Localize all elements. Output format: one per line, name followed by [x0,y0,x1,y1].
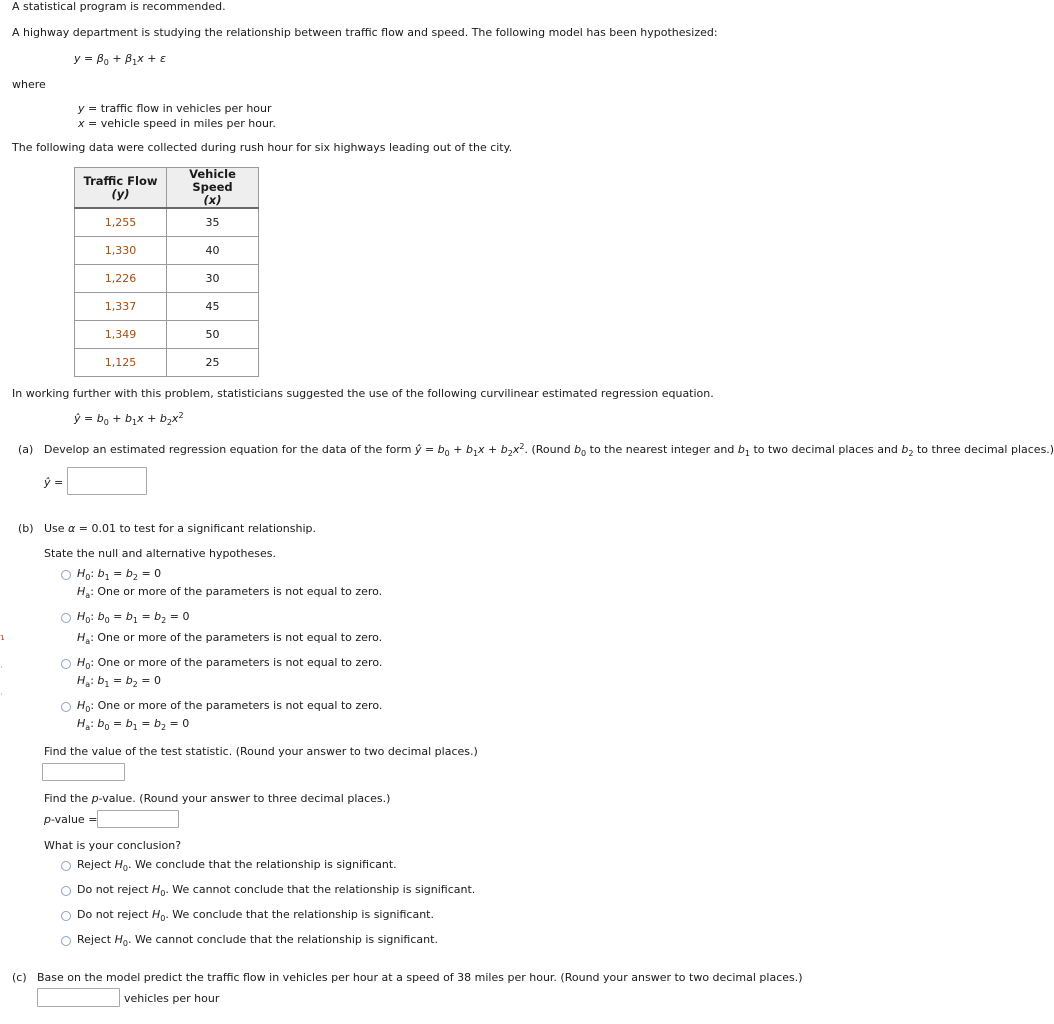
test-statistic-input[interactable] [42,763,125,781]
hypothesis-option-3-ha: $H_a$: $b_1 = b_2 = 0$ [77,674,161,689]
curvilinear-intro: In working further with this problem, statisticians suggested the use of the following curvilinear estimated regression equation. [12,387,714,400]
part-b-label: (b) [18,522,34,535]
p-value-label: p-value = [44,813,98,826]
part-a-label: (a) [18,443,34,456]
traffic-flow-cell: 1,125 [75,349,167,377]
conclusion-option-1-radio[interactable] [61,861,71,871]
hypothesis-option-4-radio[interactable] [61,702,71,712]
left-edge-mark: · [0,690,3,700]
yhat-label: ŷ = [44,476,64,489]
traffic-flow-cell: 1,226 [75,265,167,293]
data-intro: The following data were collected during rush hour for six highways leading out of the city. [12,141,513,154]
hypothesis-option-2-ha: $H_a$: One or more of the parameters is not equal to zero. [77,631,383,646]
conclusion-option-1-label: Reject $H_0$. We conclude that the relationship is significant. [77,858,397,873]
hypothesis-option-3-radio[interactable] [61,659,71,669]
curvilinear-equation: ŷ = $b_0 + b_1x + b_2x^2$ [74,411,184,427]
part-c-label: (c) [12,971,27,984]
left-edge-mark: · [0,663,3,673]
column-header-traffic-flow: Traffic Flow (y) [75,168,167,209]
regression-equation-input[interactable] [67,467,147,495]
hypothesis-option-1-ha: $H_a$: One or more of the parameters is not equal to zero. [77,585,383,600]
table-row [75,208,259,237]
table-row [75,349,259,377]
hypotheses-prompt: State the null and alternative hypotheses. [44,547,276,560]
conclusion-option-4-radio[interactable] [61,936,71,946]
table-row [75,293,259,321]
definition-x: x = vehicle speed in miles per hour. [78,117,276,130]
data-table [74,167,259,377]
hypothesis-option-1-radio[interactable] [61,570,71,580]
where-label: where [12,78,46,91]
hypothesis-option-1-h0: $H_0$: $b_1 = b_2 = 0$ [77,567,162,582]
traffic-flow-cell: 1,255 [75,208,167,237]
conclusion-option-3-radio[interactable] [61,911,71,921]
part-a-question: Develop an estimated regression equation for the data of the form ŷ = $b_0 + b_1x + b_2x^2$. (Round $b_0$ to the nearest integer and $b_1$ to two decimal places and $b_2$ to three decimal places.) [44,442,1054,458]
part-c-question: Base on the model predict the traffic flow in vehicles per hour at a speed of 38 miles per hour. (Round your answer to two decimal places.) [37,971,803,984]
vehicle-speed-cell: 35 [167,208,259,237]
hypothesis-option-2-h0: $H_0$: $b_0 = b_1 = b_2 = 0$ [77,610,190,625]
p-value-input[interactable] [97,810,179,828]
conclusion-option-3-label: Do not reject $H_0$. We conclude that the relationship is significant. [77,908,434,923]
p-value-prompt: Find the p-value. (Round your answer to three decimal places.) [44,792,391,805]
definition-y: y = traffic flow in vehicles per hour [78,102,272,115]
problem-intro: A highway department is studying the relationship between traffic flow and speed. The following model has been hypothesized: [12,26,718,39]
table-row [75,265,259,293]
conclusion-option-2-radio[interactable] [61,886,71,896]
conclusion-prompt: What is your conclusion? [44,839,182,852]
vehicle-speed-cell: 45 [167,293,259,321]
hypothesis-option-2-radio[interactable] [61,613,71,623]
conclusion-option-4-label: Reject $H_0$. We cannot conclude that the relationship is significant. [77,933,438,948]
hypothesis-option-3-h0: $H_0$: One or more of the parameters is not equal to zero. [77,656,383,671]
vehicle-speed-cell: 50 [167,321,259,349]
recommendation-note: A statistical program is recommended. [12,0,226,13]
traffic-flow-cell: 1,337 [75,293,167,321]
left-edge-mark: ɿ [0,633,5,643]
alpha-statement: Use α = 0.01 to test for a significant relationship. [44,522,316,535]
hypothesis-option-4-h0: $H_0$: One or more of the parameters is not equal to zero. [77,699,383,714]
conclusion-option-2-label: Do not reject $H_0$. We cannot conclude that the relationship is significant. [77,883,476,898]
test-statistic-prompt: Find the value of the test statistic. (Round your answer to two decimal places.) [44,745,478,758]
table-row [75,237,259,265]
hypothesis-option-4-ha: $H_a$: $b_0 = b_1 = b_2 = 0$ [77,717,190,732]
vehicle-speed-cell: 30 [167,265,259,293]
predicted-traffic-flow-input[interactable] [37,988,120,1007]
model-equation: $y = \beta_0 + \beta_1x + \varepsilon$ [74,52,166,67]
traffic-flow-cell: 1,349 [75,321,167,349]
column-header-vehicle-speed: Vehicle Speed (x) [167,168,259,209]
unit-label: vehicles per hour [124,992,220,1005]
vehicle-speed-cell: 40 [167,237,259,265]
vehicle-speed-cell: 25 [167,349,259,377]
traffic-flow-cell: 1,330 [75,237,167,265]
table-row [75,321,259,349]
